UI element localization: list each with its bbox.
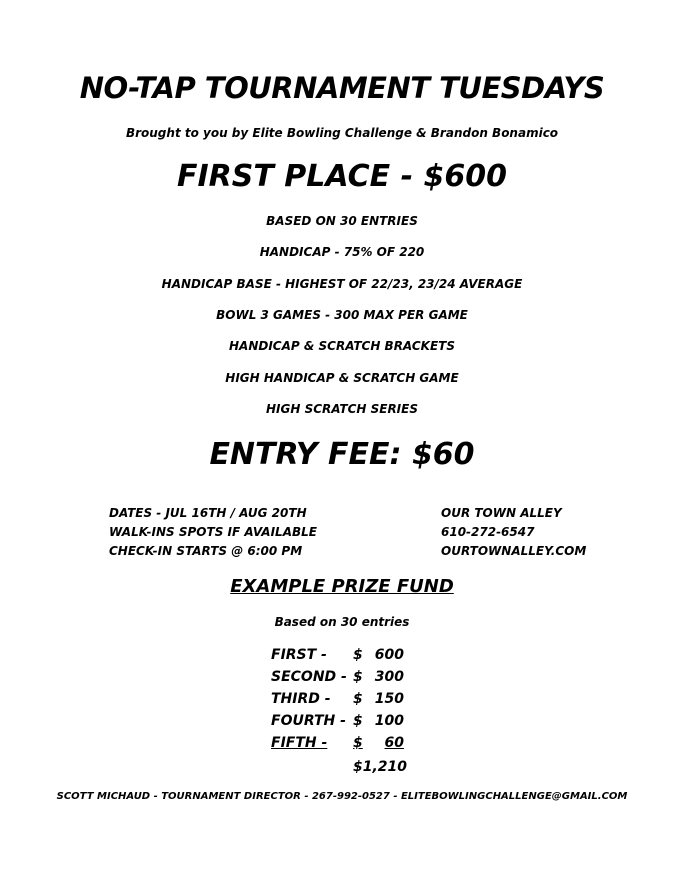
prize-currency: $ (353, 713, 363, 729)
prize-row-third (271, 691, 404, 711)
detail-line: HIGH HANDICAP & SCRATCH GAME (225, 371, 459, 385)
prize-amount: 150 (374, 691, 404, 707)
prize-currency: $ (353, 647, 363, 663)
prize-currency: $ (353, 691, 363, 707)
prize-fund-note: Based on 30 entries (274, 615, 410, 629)
prize-currency: $ (353, 669, 363, 685)
page-title: NO-TAP TOURNAMENT TUESDAYS (79, 71, 605, 105)
prize-total: $1,210 (353, 759, 408, 775)
prize-amount: 60 (384, 735, 404, 751)
walk-ins-line: WALK-INS SPOTS IF AVAILABLE (109, 525, 317, 539)
prize-amount: 300 (374, 669, 404, 685)
detail-line: HANDICAP & SCRATCH BRACKETS (229, 339, 455, 353)
prize-row-fourth (271, 713, 404, 733)
prize-amount: 600 (374, 647, 404, 663)
prize-amount: 100 (374, 713, 404, 729)
prize-row-second (271, 669, 404, 689)
prize-label: FIFTH - (271, 735, 328, 751)
detail-line: HIGH SCRATCH SERIES (265, 402, 418, 416)
venue-name: OUR TOWN ALLEY (441, 506, 562, 520)
detail-line: BOWL 3 GAMES - 300 MAX PER GAME (216, 308, 468, 322)
first-place-heading: FIRST PLACE - $600 (176, 159, 507, 194)
detail-line: HANDICAP BASE - HIGHEST OF 22/23, 23/24 AVERAGE (161, 277, 523, 291)
dates-line: DATES - JUL 16TH / AUG 20TH (109, 506, 307, 520)
prize-label: FOURTH - (271, 713, 346, 729)
detail-line: BASED ON 30 ENTRIES (266, 214, 418, 228)
prize-fund-heading: EXAMPLE PRIZE FUND (230, 576, 454, 597)
venue-phone: 610-272-6547 (441, 525, 535, 539)
venue-website: OURTOWNALLEY.COM (441, 544, 587, 558)
detail-line: HANDICAP - 75% OF 220 (259, 245, 425, 259)
prize-label: FIRST - (271, 647, 327, 663)
page-subtitle: Brought to you by Elite Bowling Challenge & Brandon Bonamico (125, 126, 559, 140)
check-in-line: CHECK-IN STARTS @ 6:00 PM (109, 544, 303, 558)
prize-row-fifth (271, 735, 404, 755)
prize-label: THIRD - (271, 691, 331, 707)
prize-row-first (271, 647, 404, 667)
prize-currency: $ (353, 735, 363, 751)
prize-label: SECOND - (271, 669, 347, 685)
footer-contact: SCOTT MICHAUD - TOURNAMENT DIRECTOR - 267-992-0527 - ELITEBOWLINGCHALLENGE@GMAIL.COM (56, 791, 628, 802)
entry-fee-heading: ENTRY FEE: $60 (209, 437, 475, 472)
